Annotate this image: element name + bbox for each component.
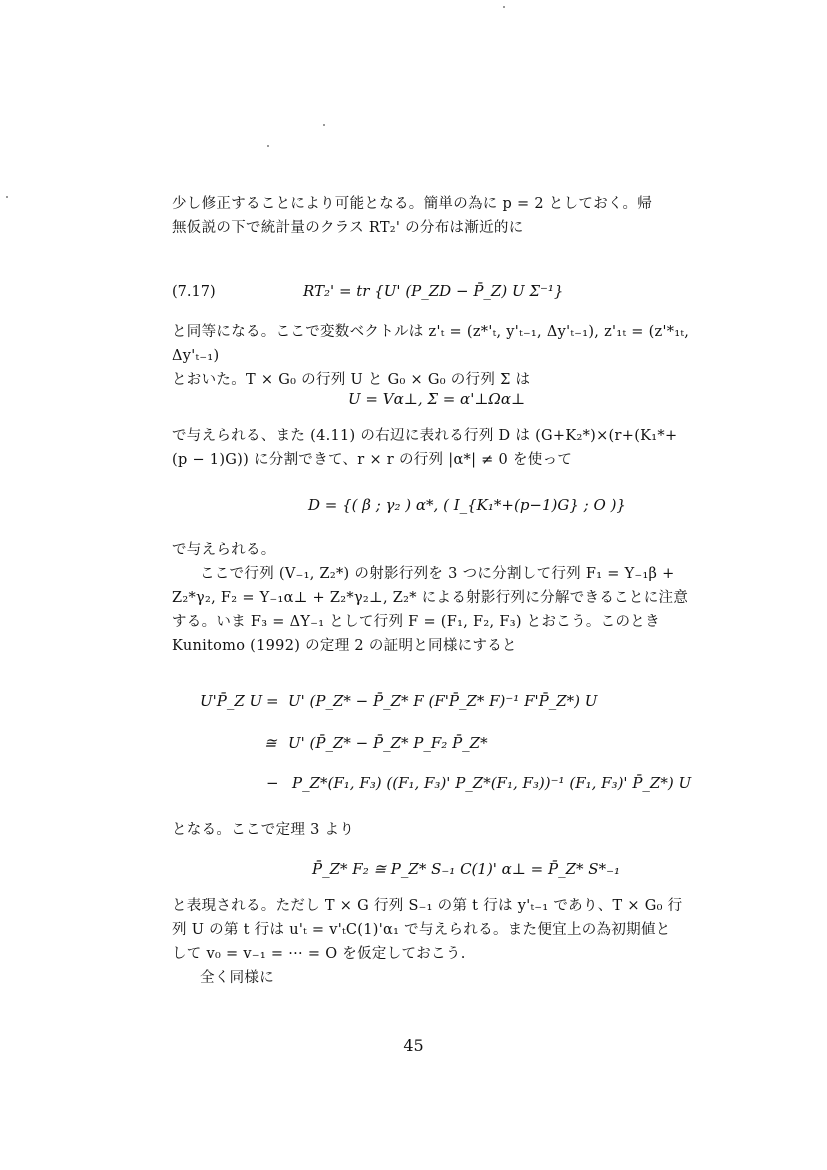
multiline-relation: − [266,774,279,792]
paragraph-theorem3: となる。ここで定理 3 より [172,822,355,838]
text-line: して v₀ = v₋₁ = ··· = O を仮定しておこう. [172,946,466,962]
text-line: Kunitomo (1992) の定理 2 の証明と同様にすると [172,638,517,654]
text-line: と表現される。ただし T × G 行列 S₋₁ の第 t 行は y'ₜ₋₁ であり、T × G₀ 行 [172,898,683,914]
equation-d: D = {( β ; γ₂ ) α*, ( I_{K₁*+(p−1)G} ; O )} [308,496,626,514]
equation-pf: P̄_Z* F₂ ≅ P_Z* S₋₁ C(1)' α⊥ = P̄_Z* S*₋₁ [312,860,621,878]
multiline-lhs: U'P̄_Z U [200,692,263,710]
scan-speck [503,6,505,8]
multiline-relation: = [266,692,279,710]
equation-label: (7.17) [172,284,216,300]
equation-7-17: RT₂' = tr {U' (P_ZD − P̄_Z) U Σ⁻¹} [303,282,564,300]
scan-speck [267,145,269,147]
paragraph-projection [172,538,692,658]
scan-speck [6,196,8,198]
text-line: で与えられる。 [172,542,276,558]
text-line: 無仮説の下で統計量のクラス RT₂' の分布は漸近的に [172,220,524,236]
multiline-rhs-row3: P_Z*(F₁, F₃) ((F₁, F₃)' P_Z*(F₁, F₃))⁻¹ (F₁, F₃)' P̄_Z*) U [292,774,692,792]
intro-paragraph [172,192,692,240]
text-line: で与えられる、また (4.11) の右辺に表れる行列 D は (G+K₂*)×(r+(K₁*+ [172,428,678,444]
text-line: (p − 1)G)) に分割できて、r × r の行列 |α*| ≠ 0 を使って [172,452,573,468]
paragraph-variables [172,320,712,392]
text-line: 列 U の第 t 行は u'ₜ = v'ₜC(1)'α₁ で与えられる。また便宜上の為初期値と [172,922,671,938]
multiline-rhs-row1: U' (P_Z* − P̄_Z* F (F'P̄_Z* F)⁻¹ F'P̄_Z*) U [288,692,598,710]
text-line: と同等になる。ここで変数ベクトルは z'ₜ = (z*'ₜ, y'ₜ₋₁, Δy'ₜ₋₁), z'₁ₜ = (z'*₁ₜ, Δy'ₜ₋₁) [172,324,690,364]
text-line: Z₂*γ₂, F₂ = Y₋₁α⊥ + Z₂*γ₂⊥, Z₂* による射影行列に分解できることに注意 [172,590,689,606]
paragraph-matrix-d [172,424,692,472]
scan-speck [323,124,325,126]
equation-u-sigma: U = Vα⊥, Σ = α'⊥Ωα⊥ [348,390,526,408]
multiline-rhs-row2: U' (P̄_Z* − P̄_Z* P_F₂ P̄_Z* [288,734,488,752]
paragraph-initial-values [172,894,692,990]
text-line: ここで行列 (V₋₁, Z₂*) の射影行列を 3 つに分割して行列 F₁ = Y₋₁β + [200,566,675,582]
text-line: とおいた。T × G₀ の行列 U と G₀ × G₀ の行列 Σ は [172,372,531,388]
text-line: する。いま F₃ = ΔY₋₁ として行列 F = (F₁, F₂, F₃) とおこう。このとき [172,614,660,630]
page-number: 45 [403,1036,424,1055]
multiline-relation: ≅ [264,734,277,752]
text-line: 全く同様に [200,970,274,986]
text-line: 少し修正することにより可能となる。簡単の為に p = 2 としておく。帰 [172,196,653,212]
